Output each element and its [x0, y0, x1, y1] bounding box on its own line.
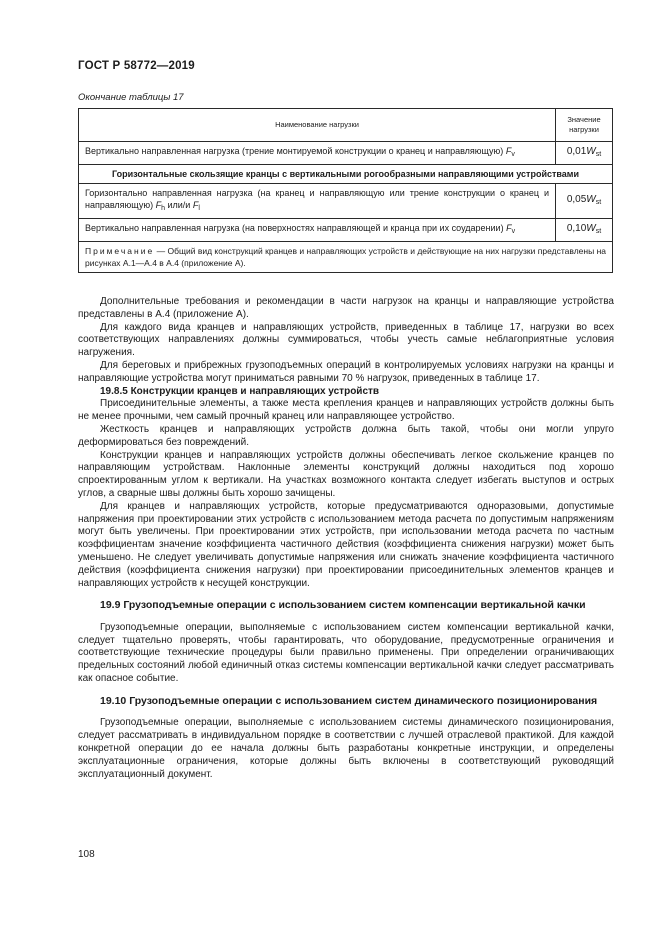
paragraph: Для кранцев и направляющих устройств, которые предусматриваются одноразовыми, допустимые напряжения при проектировании этих устройств с использованием метода расчета по допустимым напряжениям могут быть увеличены. При проектировании этих устройств, при использовании метода расчета по частным коэффициентам значение коэффициента частичного действия (коэффициента снижения нагрузки) может быть уменьшено. Не следует увеличивать допустимые напряжения или снижать значение коэффициента частичного действия (коэффициента снижения нагрузки) при проектировании присоединительных элементов кранцев и направляющих устройств к несущей конструкции.: [78, 500, 614, 589]
table-row: [79, 142, 613, 165]
load-table: [78, 108, 613, 273]
paragraph: Присоединительные элементы, а также места крепления кранцев и направляющих устройств должны быть не менее прочными, чем самый прочный кранец или направляющее устройство.: [78, 398, 614, 423]
load-symbol: $F_v$: [505, 146, 515, 158]
note-text: — Общий вид конструкций кранцев и направляющих устройств и действующие на них нагрузки представлены на рисунках А.1—А.4 в А.4 (приложение А).: [85, 246, 606, 268]
load-symbol: $F_h$: [155, 200, 165, 212]
load-value-cell: $0,10W_{st}$: [556, 219, 613, 242]
load-symbol: $F_v$: [506, 223, 516, 235]
load-name-cell: [79, 219, 556, 242]
paragraph: Для береговых и прибрежных грузоподъемных операций в контролируемых условиях нагрузки на кранцы и направляющие устройства могут приниматься равными 70 % нагрузок, приведенных в таблице 17.: [78, 359, 614, 384]
section-heading: 19.9 Грузоподъемные операции с использованием систем компенсации вертикальной качки: [100, 599, 586, 612]
table-header-row: [79, 109, 613, 142]
paragraph: Конструкции кранцев и направляющих устройств должны обеспечивать легкое скольжение кранцев по направляющим устройствам. Наклонные элементы конструкций должны находиться под хорошо спроектированным углом к вертикали. На участках возможного контакта следует избегать выступов и острых углов, а сварные швы должны быть хорошо зачищены.: [78, 449, 614, 499]
load-symbol: $F_l$: [192, 200, 200, 212]
note-label: Примечание: [85, 246, 155, 256]
load-description: Вертикально направленная нагрузка (на поверхностях направляющей и кранца при их соударении): [85, 223, 507, 233]
column-header-value: Значение нагрузки: [556, 109, 613, 142]
load-value-cell: $0,05W_{st}$: [556, 184, 613, 219]
document-header: ГОСТ Р 58772—2019: [78, 60, 195, 72]
table-row: [79, 184, 613, 219]
table-note: [79, 242, 613, 273]
table-row: [79, 219, 613, 242]
paragraph: Дополнительные требования и рекомендации в части нагрузок на кранцы и направляющие устройства представлены в А.4 (приложение А).: [78, 296, 614, 320]
paragraph: Жесткость кранцев и направляющих устройств должна быть такой, чтобы они могли упруго деформироваться без повреждений.: [78, 423, 614, 448]
subsection-heading: 19.8.5 Конструкции кранцев и направляющих устройств: [100, 385, 380, 397]
load-description: Вертикально направленная нагрузка (трение монтируемой конструкции о кранец и направляющую): [85, 146, 506, 156]
paragraph: Для каждого вида кранцев и направляющих устройств, приведенных в таблице 17, нагрузки во всех соответствующих направлениях должны суммироваться, чтобы учесть самые неблагоприятные условия нагружения.: [78, 321, 614, 359]
table-note-row: [79, 242, 613, 273]
load-name-cell: Горизонтально направленная нагрузка (на кранец и направляющую или трение конструкции о кранец и направляющую) $F_h$ или/и $F_l$: [79, 184, 556, 219]
section-heading: 19.10 Грузоподъемные операции с использованием систем динамического позиционирования: [100, 694, 598, 707]
body-text: [78, 296, 614, 781]
load-value-cell: $0,01W_{st}$: [556, 142, 613, 165]
paragraph: Грузоподъемные операции, выполняемые с использованием системы динамического позиционирования, следует рассматривать в индивидуальном порядке в соответствии с лучшей отраслевой практикой. Для каждой конкретной операции до ее начала должны быть разработаны конкретные инструкции, и определены эксплуатационные ограничения, которые должны быть включены в соответствующий руководящий эксплуатационный документ.: [78, 717, 614, 780]
column-header-name: Наименование нагрузки: [79, 109, 556, 142]
section-heading: Горизонтальные скользящие кранцы с вертикальными рогообразными направляющими устройствами: [79, 165, 613, 184]
load-name-cell: [79, 142, 556, 165]
table-section-row: [79, 165, 613, 184]
paragraph: Грузоподъемные операции, выполняемые с использованием систем компенсации вертикальной качки, следует тщательно проверять, чтобы гарантировать, что оборудование, предусмотренные ограничения и соответствующие технические процедуры были правильно применены. При определении ограничивающих предельных состояний любой единичный отказ системы компенсации вертикальной качки следует рассматривать как опасное событие.: [78, 621, 614, 685]
load-description: Горизонтально направленная нагрузка (на кранец и направляющую или трение конструкции о кранец и направляющую): [85, 188, 549, 210]
page-number: 108: [78, 849, 95, 860]
table-caption: Окончание таблицы 17: [78, 92, 184, 103]
